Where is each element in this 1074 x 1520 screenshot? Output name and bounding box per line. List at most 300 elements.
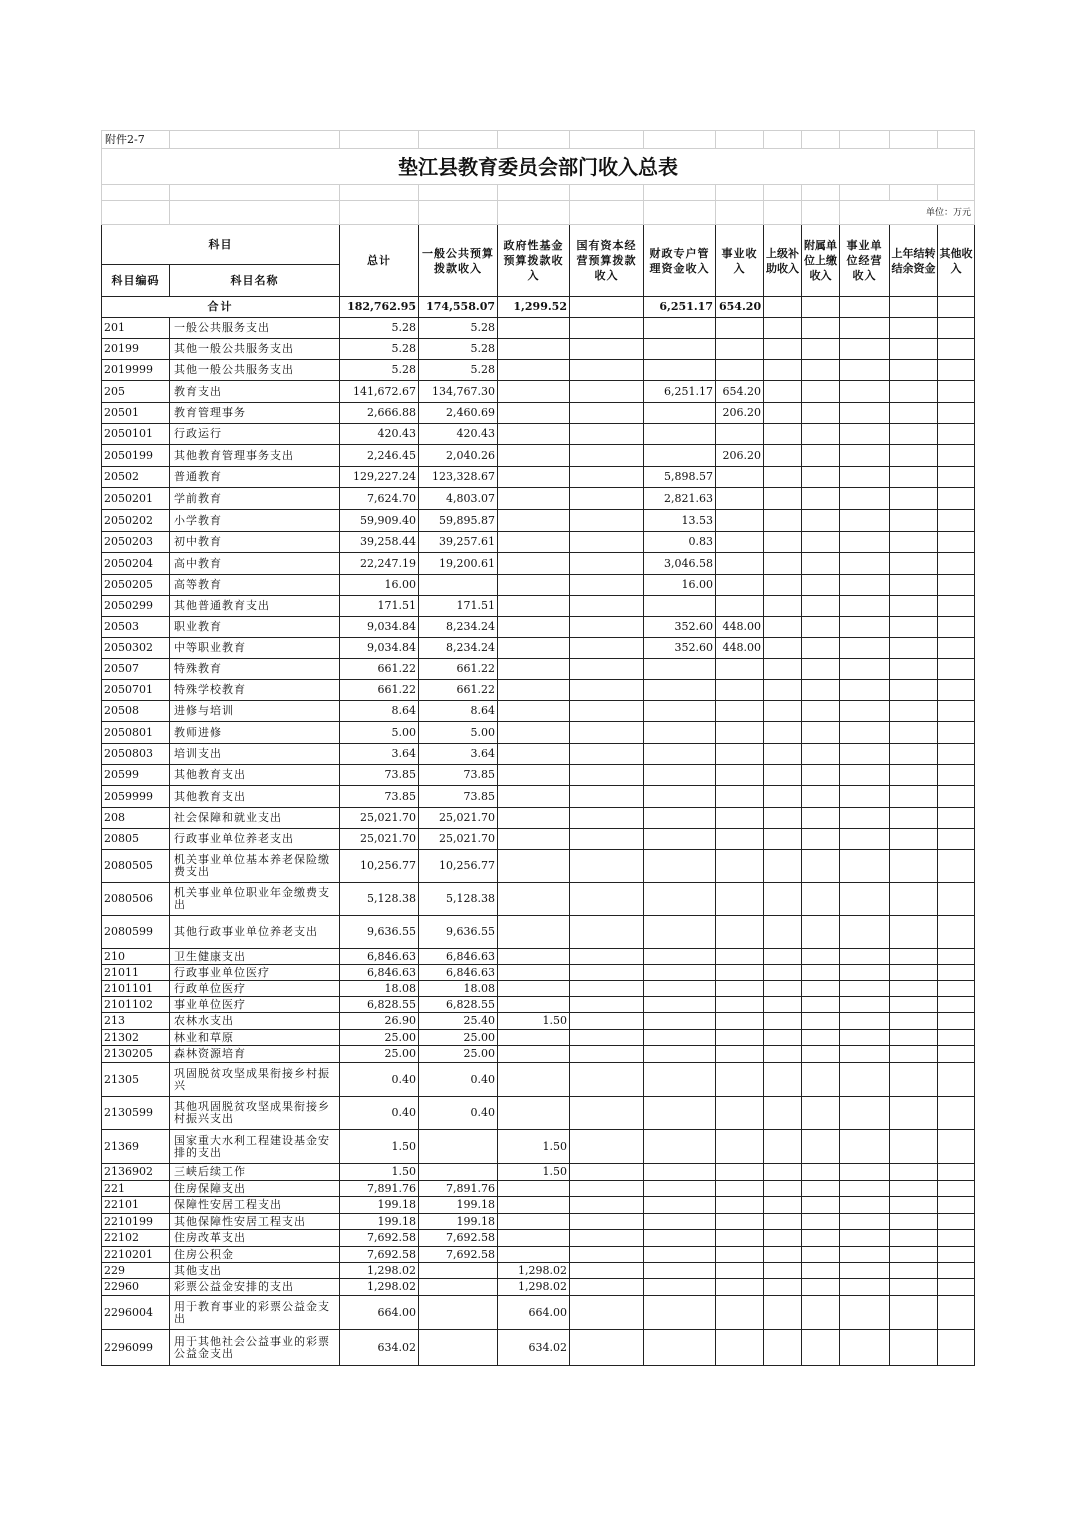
amount-cell — [764, 1164, 802, 1181]
subject-code: 2050205 — [102, 575, 170, 596]
amount-cell: 8,234.24 — [419, 617, 498, 638]
amount-cell — [498, 722, 570, 744]
subject-name: 中等职业教育 — [170, 638, 340, 659]
table-row — [102, 1164, 975, 1181]
amount-cell — [570, 981, 644, 997]
amount-cell — [938, 1063, 975, 1097]
table-row — [102, 1181, 975, 1197]
amount-cell — [890, 949, 938, 965]
amount-cell: 1.50 — [340, 1130, 419, 1164]
table-row — [102, 575, 975, 596]
amount-cell — [840, 1164, 890, 1181]
subject-code: 2059999 — [102, 786, 170, 808]
amount-cell — [802, 997, 840, 1013]
amount-cell — [644, 965, 716, 981]
subject-code: 2130205 — [102, 1046, 170, 1063]
amount-cell — [716, 596, 764, 617]
subject-name: 其他巩固脱贫攻坚成果衔接乡村振兴支出 — [170, 1097, 340, 1130]
amount-cell — [498, 1247, 570, 1263]
amount-cell — [644, 1046, 716, 1063]
amount-cell — [764, 424, 802, 445]
amount-cell — [498, 445, 570, 467]
amount-cell — [890, 532, 938, 553]
subject-name: 高等教育 — [170, 575, 340, 596]
amount-cell — [716, 680, 764, 701]
amount-cell — [644, 1296, 716, 1330]
amount-cell — [570, 403, 644, 424]
amount-cell — [840, 532, 890, 553]
amount-cell — [840, 808, 890, 829]
amount-cell — [498, 850, 570, 883]
total-cell: 654.20 — [716, 297, 764, 318]
amount-cell: 7,891.76 — [340, 1181, 419, 1197]
amount-cell — [570, 1296, 644, 1330]
amount-cell — [644, 1263, 716, 1279]
amount-cell — [570, 949, 644, 965]
amount-cell — [938, 680, 975, 701]
amount-cell — [890, 1013, 938, 1030]
amount-cell — [570, 381, 644, 403]
amount-cell — [938, 553, 975, 575]
amount-cell — [644, 1214, 716, 1230]
amount-cell: 2,040.26 — [419, 445, 498, 467]
amount-cell — [498, 965, 570, 981]
col-header: 其他收入 — [938, 225, 975, 297]
amount-cell — [716, 1230, 764, 1247]
subject-code: 2130599 — [102, 1097, 170, 1130]
subject-code: 22960 — [102, 1279, 170, 1296]
amount-cell: 664.00 — [498, 1296, 570, 1330]
total-label: 合计 — [102, 297, 340, 318]
amount-cell — [890, 596, 938, 617]
subject-code: 2101101 — [102, 981, 170, 997]
table-row — [102, 318, 975, 339]
amount-cell — [890, 722, 938, 744]
subject-code: 2136902 — [102, 1164, 170, 1181]
subject-code: 2050803 — [102, 744, 170, 765]
amount-cell — [938, 883, 975, 916]
table-row — [102, 765, 975, 786]
amount-cell — [570, 850, 644, 883]
amount-cell — [498, 510, 570, 532]
amount-cell: 2,460.69 — [419, 403, 498, 424]
table-row — [102, 949, 975, 965]
amount-cell — [802, 339, 840, 360]
subject-name: 住房改革支出 — [170, 1230, 340, 1247]
amount-cell — [419, 1263, 498, 1279]
amount-cell: 2,246.45 — [340, 445, 419, 467]
amount-cell — [840, 1214, 890, 1230]
amount-cell — [938, 744, 975, 765]
amount-cell — [764, 1214, 802, 1230]
amount-cell — [890, 1030, 938, 1046]
amount-cell — [570, 659, 644, 680]
amount-cell — [644, 916, 716, 949]
amount-cell — [498, 318, 570, 339]
amount-cell: 1,298.02 — [498, 1279, 570, 1296]
amount-cell — [938, 965, 975, 981]
amount-cell — [716, 701, 764, 722]
amount-cell — [419, 1130, 498, 1164]
table-row — [102, 532, 975, 553]
amount-cell — [890, 916, 938, 949]
amount-cell — [716, 360, 764, 381]
subject-name: 事业单位医疗 — [170, 997, 340, 1013]
amount-cell — [570, 638, 644, 659]
col-header: 事业收入 — [716, 225, 764, 297]
amount-cell: 654.20 — [716, 381, 764, 403]
amount-cell: 7,692.58 — [340, 1230, 419, 1247]
amount-cell — [840, 997, 890, 1013]
amount-cell — [644, 339, 716, 360]
amount-cell — [498, 575, 570, 596]
amount-cell — [570, 1164, 644, 1181]
amount-cell: 10,256.77 — [419, 850, 498, 883]
amount-cell — [764, 1296, 802, 1330]
amount-cell — [840, 949, 890, 965]
amount-cell — [498, 949, 570, 965]
amount-cell: 5,128.38 — [419, 883, 498, 916]
amount-cell: 25,021.70 — [419, 829, 498, 850]
amount-cell — [570, 1197, 644, 1214]
amount-cell — [840, 701, 890, 722]
amount-cell: 18.08 — [419, 981, 498, 997]
table-row — [102, 403, 975, 424]
amount-cell — [840, 1181, 890, 1197]
subject-name: 卫生健康支出 — [170, 949, 340, 965]
amount-cell — [840, 360, 890, 381]
amount-cell — [802, 532, 840, 553]
amount-cell: 0.40 — [419, 1063, 498, 1097]
amount-cell: 10,256.77 — [340, 850, 419, 883]
amount-cell — [840, 1330, 890, 1366]
amount-cell — [498, 553, 570, 575]
total-cell — [840, 297, 890, 318]
amount-cell — [570, 965, 644, 981]
amount-cell — [938, 339, 975, 360]
amount-cell: 3.64 — [419, 744, 498, 765]
amount-cell — [644, 765, 716, 786]
amount-cell — [890, 786, 938, 808]
table-row — [102, 1030, 975, 1046]
amount-cell — [938, 596, 975, 617]
amount-cell — [716, 1013, 764, 1030]
subject-name: 住房公积金 — [170, 1247, 340, 1263]
amount-cell — [890, 381, 938, 403]
subject-code: 201 — [102, 318, 170, 339]
amount-cell — [938, 1197, 975, 1214]
amount-cell — [498, 883, 570, 916]
table-row — [102, 883, 975, 916]
amount-cell — [890, 883, 938, 916]
amount-cell — [498, 339, 570, 360]
amount-cell — [644, 445, 716, 467]
amount-cell — [938, 949, 975, 965]
amount-cell — [498, 701, 570, 722]
amount-cell — [840, 965, 890, 981]
amount-cell: 5,898.57 — [644, 467, 716, 488]
table-row — [102, 1330, 975, 1366]
col-header: 一般公共预算拨款收入 — [419, 225, 498, 297]
amount-cell: 206.20 — [716, 403, 764, 424]
amount-cell — [644, 850, 716, 883]
subject-name: 培训支出 — [170, 744, 340, 765]
amount-cell — [938, 424, 975, 445]
amount-cell — [802, 1030, 840, 1046]
table-row — [102, 965, 975, 981]
amount-cell — [644, 1247, 716, 1263]
subject-name: 其他一般公共服务支出 — [170, 360, 340, 381]
total-cell — [570, 297, 644, 318]
amount-cell — [644, 744, 716, 765]
amount-cell: 73.85 — [419, 765, 498, 786]
table-row — [102, 659, 975, 680]
amount-cell — [498, 786, 570, 808]
amount-cell: 420.43 — [419, 424, 498, 445]
amount-cell — [938, 1097, 975, 1130]
subject-name: 社会保障和就业支出 — [170, 808, 340, 829]
amount-cell — [938, 829, 975, 850]
amount-cell — [802, 1230, 840, 1247]
amount-cell — [938, 916, 975, 949]
amount-cell — [644, 883, 716, 916]
amount-cell — [716, 1279, 764, 1296]
amount-cell — [716, 786, 764, 808]
subject-code: 2050701 — [102, 680, 170, 701]
amount-cell — [802, 744, 840, 765]
amount-cell — [498, 981, 570, 997]
name-header: 科目名称 — [170, 265, 340, 297]
amount-cell — [890, 1247, 938, 1263]
amount-cell: 448.00 — [716, 617, 764, 638]
amount-cell — [498, 532, 570, 553]
table-row — [102, 680, 975, 701]
amount-cell — [570, 701, 644, 722]
table-row — [102, 488, 975, 510]
amount-cell: 26.90 — [340, 1013, 419, 1030]
amount-cell: 16.00 — [340, 575, 419, 596]
amount-cell — [570, 510, 644, 532]
subject-name: 初中教育 — [170, 532, 340, 553]
amount-cell — [764, 965, 802, 981]
subject-code: 2050299 — [102, 596, 170, 617]
income-table — [101, 130, 975, 1366]
amount-cell — [644, 808, 716, 829]
amount-cell — [716, 1063, 764, 1097]
amount-cell — [938, 786, 975, 808]
table-row — [102, 424, 975, 445]
subject-code: 21302 — [102, 1030, 170, 1046]
amount-cell — [890, 510, 938, 532]
amount-cell — [938, 1046, 975, 1063]
amount-cell — [570, 575, 644, 596]
amount-cell: 1.50 — [498, 1164, 570, 1181]
amount-cell — [938, 318, 975, 339]
amount-cell — [890, 1181, 938, 1197]
amount-cell: 199.18 — [340, 1214, 419, 1230]
amount-cell — [840, 659, 890, 680]
amount-cell — [802, 403, 840, 424]
amount-cell — [840, 638, 890, 659]
amount-cell — [764, 617, 802, 638]
unit-label: 单位：万元 — [840, 201, 975, 225]
amount-cell — [938, 701, 975, 722]
page-title: 垫江县教育委员会部门收入总表 — [102, 149, 975, 185]
amount-cell — [802, 424, 840, 445]
amount-cell — [644, 1230, 716, 1247]
subject-name: 其他保障性安居工程支出 — [170, 1214, 340, 1230]
amount-cell — [764, 701, 802, 722]
amount-cell — [644, 1197, 716, 1214]
total-cell — [802, 297, 840, 318]
subject-code: 20599 — [102, 765, 170, 786]
amount-cell — [938, 850, 975, 883]
subject-name: 教师进修 — [170, 722, 340, 744]
amount-cell: 8,234.24 — [419, 638, 498, 659]
subject-code: 2050204 — [102, 553, 170, 575]
amount-cell: 25.00 — [340, 1030, 419, 1046]
amount-cell: 25,021.70 — [340, 829, 419, 850]
amount-cell — [840, 318, 890, 339]
table-row — [102, 1097, 975, 1130]
subject-name: 其他一般公共服务支出 — [170, 339, 340, 360]
amount-cell — [644, 1130, 716, 1164]
amount-cell — [570, 808, 644, 829]
amount-cell — [840, 617, 890, 638]
amount-cell — [570, 1063, 644, 1097]
amount-cell — [890, 850, 938, 883]
amount-cell: 129,227.24 — [340, 467, 419, 488]
amount-cell: 6,828.55 — [340, 997, 419, 1013]
subject-code: 208 — [102, 808, 170, 829]
amount-cell: 5.28 — [419, 318, 498, 339]
amount-cell — [938, 1263, 975, 1279]
amount-cell — [840, 981, 890, 997]
subject-code: 20805 — [102, 829, 170, 850]
amount-cell — [644, 659, 716, 680]
amount-cell — [716, 424, 764, 445]
subject-name: 林业和草原 — [170, 1030, 340, 1046]
subject-code: 20503 — [102, 617, 170, 638]
amount-cell: 8.64 — [419, 701, 498, 722]
subject-name: 其他支出 — [170, 1263, 340, 1279]
subject-name: 其他行政事业单位养老支出 — [170, 916, 340, 949]
amount-cell — [840, 339, 890, 360]
subject-code: 20502 — [102, 467, 170, 488]
amount-cell — [890, 488, 938, 510]
table-row — [102, 617, 975, 638]
amount-cell: 1,298.02 — [498, 1263, 570, 1279]
amount-cell: 199.18 — [340, 1197, 419, 1214]
amount-cell — [802, 1247, 840, 1263]
amount-cell — [938, 1164, 975, 1181]
amount-cell — [802, 596, 840, 617]
amount-cell: 171.51 — [340, 596, 419, 617]
amount-cell — [802, 467, 840, 488]
amount-cell — [890, 617, 938, 638]
amount-cell — [498, 617, 570, 638]
amount-cell — [644, 829, 716, 850]
col-header: 附属单位上缴收入 — [802, 225, 840, 297]
amount-cell — [890, 659, 938, 680]
amount-cell: 2,666.88 — [340, 403, 419, 424]
amount-cell — [570, 1046, 644, 1063]
amount-cell — [764, 1181, 802, 1197]
amount-cell — [570, 1230, 644, 1247]
subject-header: 科目 — [102, 225, 340, 265]
amount-cell — [570, 1263, 644, 1279]
subject-code: 2296004 — [102, 1296, 170, 1330]
code-header: 科目编码 — [102, 265, 170, 297]
amount-cell — [802, 1130, 840, 1164]
amount-cell — [890, 680, 938, 701]
amount-cell — [764, 1263, 802, 1279]
amount-cell — [840, 722, 890, 744]
amount-cell: 123,328.67 — [419, 467, 498, 488]
amount-cell — [764, 744, 802, 765]
amount-cell — [840, 445, 890, 467]
amount-cell — [840, 575, 890, 596]
amount-cell: 1,298.02 — [340, 1263, 419, 1279]
amount-cell — [890, 1296, 938, 1330]
amount-cell — [840, 596, 890, 617]
amount-cell — [890, 467, 938, 488]
subject-name: 小学教育 — [170, 510, 340, 532]
amount-cell: 0.83 — [644, 532, 716, 553]
amount-cell: 59,895.87 — [419, 510, 498, 532]
amount-cell — [764, 1030, 802, 1046]
table-row — [102, 638, 975, 659]
amount-cell — [570, 1214, 644, 1230]
amount-cell — [764, 638, 802, 659]
table-row — [102, 1046, 975, 1063]
amount-cell: 6,846.63 — [340, 965, 419, 981]
subject-name: 高中教育 — [170, 553, 340, 575]
amount-cell — [802, 1279, 840, 1296]
total-cell — [890, 297, 938, 318]
amount-cell — [498, 1230, 570, 1247]
amount-cell — [498, 381, 570, 403]
amount-cell — [938, 1130, 975, 1164]
table-row — [102, 467, 975, 488]
amount-cell — [419, 1330, 498, 1366]
table-row — [102, 596, 975, 617]
amount-cell — [716, 997, 764, 1013]
amount-cell: 25.00 — [419, 1046, 498, 1063]
table-row — [102, 553, 975, 575]
amount-cell — [764, 916, 802, 949]
amount-cell — [764, 722, 802, 744]
amount-cell — [570, 765, 644, 786]
amount-cell — [498, 997, 570, 1013]
amount-cell — [644, 1013, 716, 1030]
amount-cell: 7,692.58 — [419, 1247, 498, 1263]
amount-cell — [716, 883, 764, 916]
amount-cell — [764, 339, 802, 360]
amount-cell — [938, 808, 975, 829]
total-cell: 182,762.95 — [340, 297, 419, 318]
amount-cell — [644, 981, 716, 997]
amount-cell — [644, 1330, 716, 1366]
amount-cell: 9,636.55 — [340, 916, 419, 949]
amount-cell — [890, 553, 938, 575]
amount-cell — [840, 883, 890, 916]
amount-cell — [498, 1181, 570, 1197]
amount-cell — [498, 424, 570, 445]
amount-cell — [419, 575, 498, 596]
subject-code: 205 — [102, 381, 170, 403]
table-row — [102, 1247, 975, 1263]
